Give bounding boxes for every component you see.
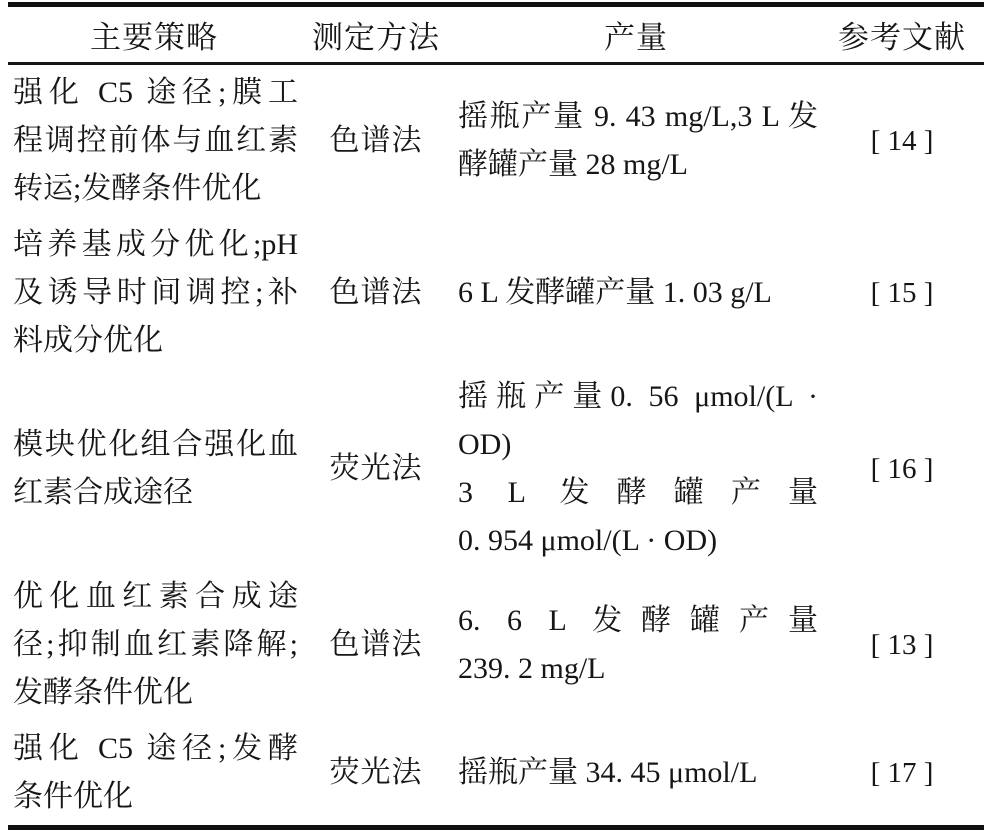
reference-cell: [ 13 ]	[870, 629, 934, 661]
table-row	[8, 217, 984, 369]
strategy-cell: 优化血红素合成途 径;抑制血红素降解; 发酵条件优化	[13, 580, 298, 709]
reference-cell: [ 16 ]	[870, 453, 934, 485]
method-cell: 荧光法	[329, 452, 423, 485]
yield-cell: 6 L 发酵罐产量 1. 03 g/L	[458, 276, 772, 309]
header-reference: 参考文献	[838, 20, 966, 55]
method-cell: 色谱法	[329, 276, 423, 309]
table-row	[8, 721, 984, 825]
reference-cell: [ 14 ]	[870, 125, 934, 157]
method-cell: 色谱法	[329, 628, 423, 661]
table-row	[8, 65, 984, 217]
header-yield: 产量	[604, 20, 668, 55]
yield-cell: 6. 6 L 发酵罐产量 239. 2 mg/L	[458, 604, 818, 685]
table-header-row	[8, 7, 984, 65]
header-method: 测定方法	[312, 20, 440, 55]
table-row	[8, 569, 984, 721]
yield-cell: 摇瓶产量 34. 45 μmol/L	[458, 756, 758, 789]
method-cell: 色谱法	[329, 124, 423, 157]
strategy-cell: 强化 C5 途径;发酵 条件优化	[13, 732, 298, 813]
strategy-cell: 培养基成分优化;pH 及诱导时间调控;补 料成分优化	[13, 228, 298, 357]
method-cell: 荧光法	[329, 756, 423, 789]
reference-cell: [ 17 ]	[870, 757, 934, 789]
table-row	[8, 369, 984, 569]
strategy-cell: 模块优化组合强化血 红素合成途径	[13, 428, 298, 509]
header-strategy: 主要策略	[90, 20, 218, 55]
results-table	[8, 2, 984, 830]
reference-cell: [ 15 ]	[870, 277, 934, 309]
yield-cell: 摇瓶产量0. 56 μmol/(L · OD) 3 L 发酵罐产量 0. 954 μmol/(L · OD)	[458, 380, 818, 557]
yield-cell: 摇瓶产量 9. 43 mg/L,3 L 发 酵罐产量 28 mg/L	[458, 100, 818, 181]
strategy-cell: 强化 C5 途径;膜工 程调控前体与血红素 转运;发酵条件优化	[13, 76, 298, 205]
